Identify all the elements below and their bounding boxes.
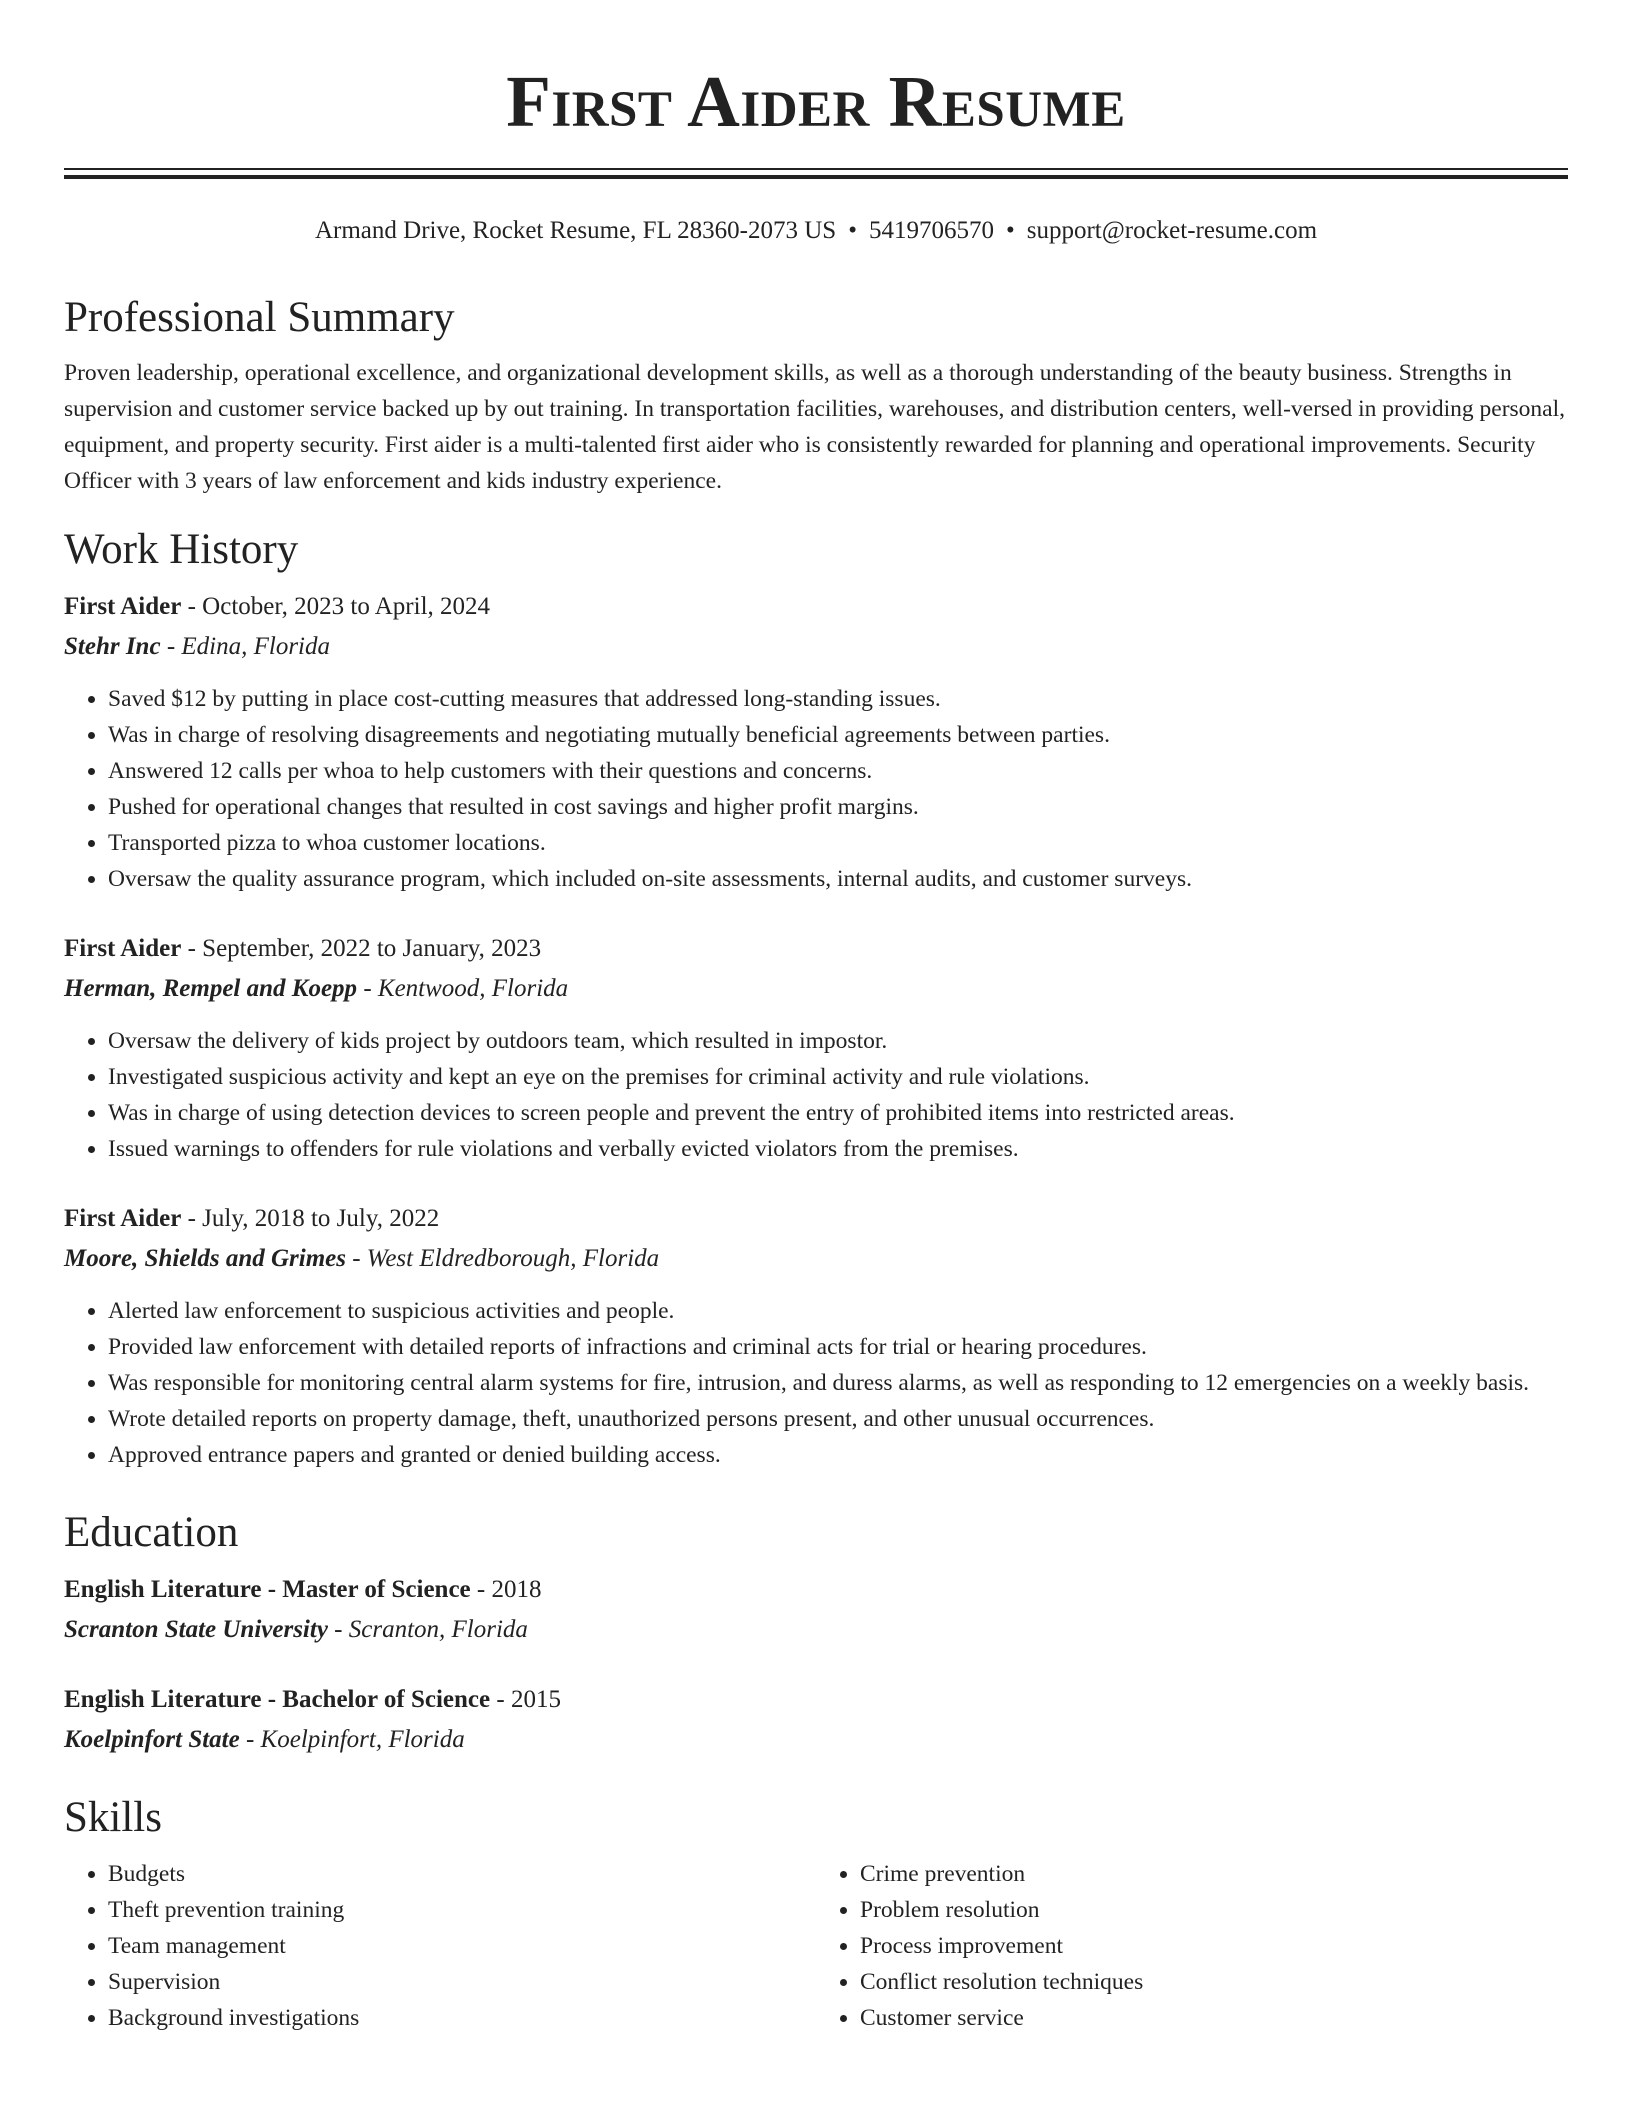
job-bullet: • Was in charge of using detection devices to screen people and prevent the entry of prohibited items into restricted areas. — [108, 1095, 1568, 1131]
education-entry — [64, 1570, 1568, 1650]
skill-item: • Theft prevention training — [108, 1892, 816, 1928]
job-entry — [64, 587, 1568, 897]
job-title: First Aider — [64, 1205, 182, 1232]
summary-text: Proven leadership, operational excellence, and organizational development skills, as well as a thorough understanding of the beauty business. Strengths in supervision and customer service backed up by out training. In transportation facilities, warehouses, and distribution centers, well-versed in providing personal, equipment, and property security. First aider is a multi-talented first aider who is consistently rewarded for planning and operational improvements. Security Officer with 3 years of law enforcement and kids industry experience. — [64, 360, 1565, 494]
skills-list-right — [816, 1856, 1568, 2036]
job-company-line — [64, 627, 1568, 667]
job-bullet: • Was in charge of resolving disagreements and negotiating mutually beneficial agreements between parties. — [108, 717, 1568, 753]
job-dates: - July, 2018 to July, 2022 — [181, 1205, 440, 1232]
job-bullets — [64, 1293, 1568, 1473]
education-header — [64, 1680, 1568, 1720]
job-dates: - October, 2023 to April, 2024 — [181, 593, 491, 620]
education-entry — [64, 1680, 1568, 1760]
job-location: - Edina, Florida — [160, 633, 330, 660]
job-header — [64, 929, 1568, 969]
job-company-line — [64, 969, 1568, 1009]
education-year: - 2018 — [470, 1576, 542, 1603]
skill-item: • Conflict resolution techniques — [860, 1964, 1568, 2000]
job-bullet: • Answered 12 calls per whoa to help customers with their questions and concerns. — [108, 753, 1568, 789]
work-history-heading: Work History — [64, 526, 299, 573]
job-bullet: • Wrote detailed reports on property damage, theft, unauthorized persons present, and other unusual occurrences. — [108, 1401, 1568, 1437]
skill-item: • Customer service — [860, 2000, 1568, 2036]
contact-email: support@rocket-resume.com — [1026, 217, 1318, 244]
education-school-line — [64, 1720, 1568, 1760]
education-degree: English Literature - Master of Science — [64, 1576, 471, 1603]
job-bullet: • Provided law enforcement with detailed reports of infractions and criminal acts for trial or hearing procedures. — [108, 1329, 1568, 1365]
skill-item: • Budgets — [108, 1856, 816, 1892]
job-bullet: • Oversaw the quality assurance program, which included on-site assessments, internal audits, and customer surveys. — [108, 861, 1568, 897]
job-entry — [64, 929, 1568, 1167]
skill-item: • Crime prevention — [860, 1856, 1568, 1892]
education-header — [64, 1570, 1568, 1610]
skills-columns — [64, 1856, 1568, 2036]
job-company: Moore, Shields and Grimes — [64, 1245, 346, 1272]
job-header — [64, 1199, 1568, 1239]
job-bullet: • Oversaw the delivery of kids project by outdoors team, which resulted in impostor. — [108, 1023, 1568, 1059]
education-school: Koelpinfort State — [64, 1726, 240, 1753]
summary-heading: Professional Summary — [64, 294, 455, 341]
contact-line — [0, 215, 1632, 247]
title-rule-thick — [64, 175, 1568, 179]
job-bullet: • Transported pizza to whoa customer locations. — [108, 825, 1568, 861]
job-bullet: • Investigated suspicious activity and kept an eye on the premises for criminal activity and rule violations. — [108, 1059, 1568, 1095]
contact-separator: • — [848, 217, 857, 244]
education-school-line — [64, 1610, 1568, 1650]
job-company: Herman, Rempel and Koepp — [64, 975, 358, 1002]
education-year: - 2015 — [490, 1686, 561, 1713]
skill-item: • Process improvement — [860, 1928, 1568, 1964]
job-header — [64, 587, 1568, 627]
education-heading: Education — [64, 1509, 239, 1556]
education-location: - Koelpinfort, Florida — [239, 1726, 465, 1753]
skills-heading: Skills — [64, 1794, 162, 1841]
job-title: First Aider — [64, 593, 182, 620]
job-bullet: • Saved $12 by putting in place cost-cutting measures that addressed long-standing issues. — [108, 681, 1568, 717]
job-entry — [64, 1199, 1568, 1473]
resume-title: First Aider Resume — [506, 61, 1126, 142]
skills-section — [64, 1790, 1568, 2036]
education-location: - Scranton, Florida — [327, 1616, 528, 1643]
job-location: - West Eldredborough, Florida — [345, 1245, 660, 1272]
contact-separator: • — [1005, 217, 1015, 244]
job-company: Stehr Inc — [64, 633, 161, 660]
skill-item: • Supervision — [108, 1964, 816, 2000]
skill-item: • Team management — [108, 1928, 816, 1964]
job-company-line — [64, 1239, 1568, 1279]
job-title: First Aider — [64, 935, 182, 962]
skill-item: • Background investigations — [108, 2000, 816, 2036]
job-dates: - September, 2022 to January, 2023 — [181, 935, 542, 962]
job-bullet: • Alerted law enforcement to suspicious activities and people. — [108, 1293, 1568, 1329]
contact-phone: 5419706570 — [868, 217, 994, 244]
contact-address: Armand Drive, Rocket Resume, FL 28360-2073 US — [314, 217, 837, 244]
job-bullet: • Was responsible for monitoring central alarm systems for fire, intrusion, and duress alarms, as well as responding to 12 emergencies on a weekly basis. — [108, 1365, 1568, 1401]
job-bullet: • Approved entrance papers and granted or denied building access. — [108, 1437, 1568, 1473]
job-bullet: • Issued warnings to offenders for rule violations and verbally evicted violators from the premises. — [108, 1131, 1568, 1167]
work-history-section — [64, 522, 1568, 1473]
summary-section — [64, 290, 1568, 499]
resume-body — [64, 290, 1568, 2036]
education-degree: English Literature - Bachelor of Science — [64, 1686, 491, 1713]
job-location: - Kentwood, Florida — [357, 975, 569, 1002]
job-bullets — [64, 681, 1568, 897]
education-school: Scranton State University — [64, 1616, 328, 1643]
job-bullet: • Pushed for operational changes that resulted in cost savings and higher profit margins. — [108, 789, 1568, 825]
skills-list-left — [64, 1856, 816, 2036]
education-section — [64, 1505, 1568, 1760]
title-rule-thin — [64, 168, 1568, 170]
skill-item: • Problem resolution — [860, 1892, 1568, 1928]
job-bullets — [64, 1023, 1568, 1167]
